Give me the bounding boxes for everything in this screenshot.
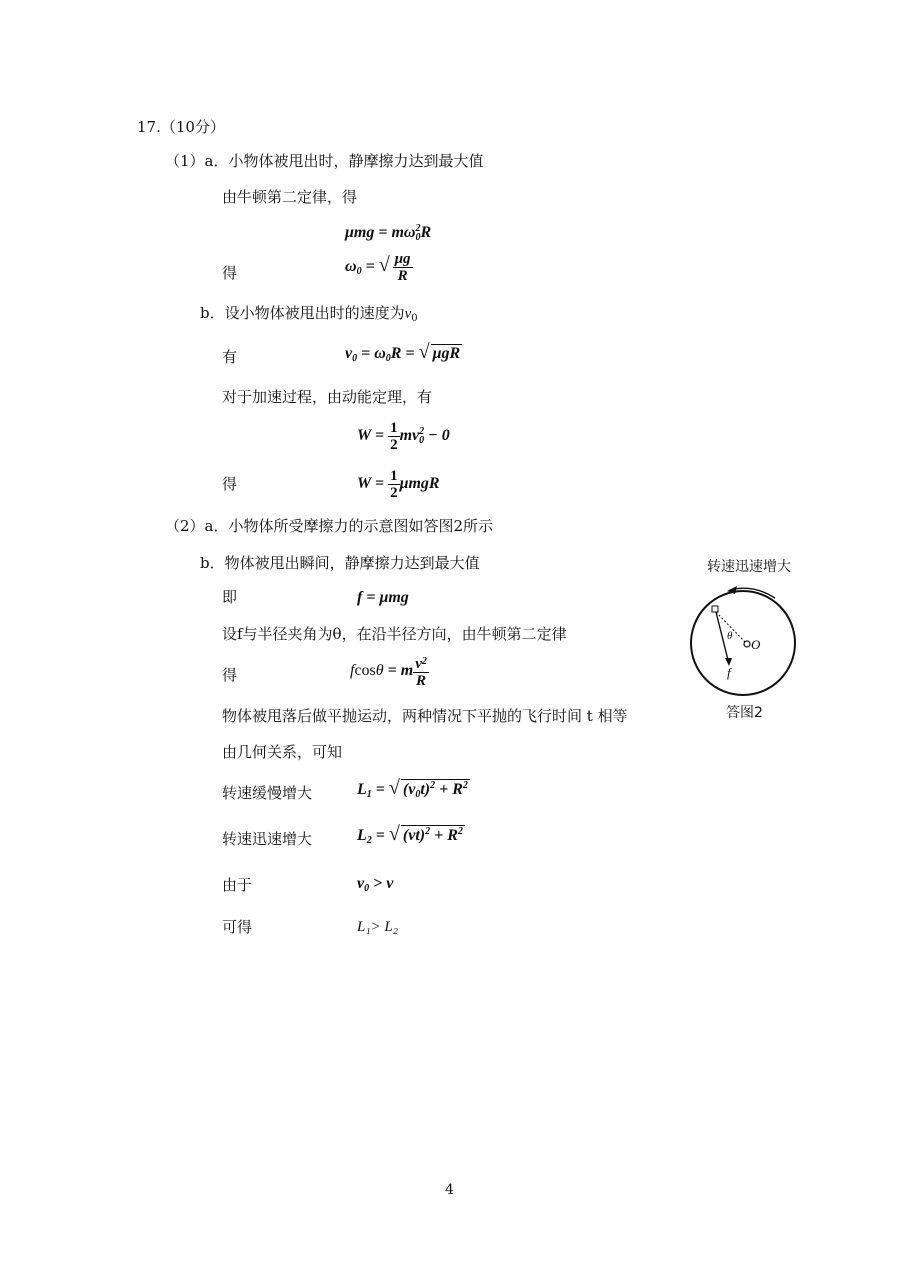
de-label-2: 得 [222, 475, 238, 493]
geometry-line: 由几何关系，可知 [222, 743, 343, 761]
de-label-3: 得 [222, 666, 238, 684]
part1-a-line: （1）a．小物体被甩出时，静摩擦力达到最大值 [165, 152, 484, 170]
figure-caption: 答图2 [726, 705, 763, 721]
center-label: O [751, 637, 761, 652]
conclusion: L₁> L₂ [357, 919, 398, 935]
eq-work-2: W = $\frac{1}{2}$ μmgR [357, 468, 440, 501]
small-block [712, 606, 718, 612]
you-label: 有 [222, 348, 238, 366]
newton-line: 由牛顿第二定律，得 [222, 188, 358, 206]
angle-line: 设f与半径夹角为θ，在沿半径方向，由牛顿第二定律 [222, 625, 567, 643]
eq-v0-gt-v: $v_0 > v$ [357, 875, 394, 894]
eq-L2: $L_2$ = √ $(vt)^2 + R^2$ [357, 823, 463, 846]
conclude-label: 可得 [222, 918, 253, 936]
energy-line: 对于加速过程，由动能定理，有 [222, 388, 433, 406]
center-point [744, 641, 750, 647]
eq-omega0: $\omega_0$ = √ $\frac{\mu g}{R}$ [345, 251, 411, 284]
eq-fcos: fcosθ = m $\frac{v^2}{R}$ [350, 656, 427, 689]
de-label-1: 得 [222, 264, 238, 282]
force-label: f [727, 665, 731, 680]
part1-b-line: b．设小物体被甩出时的速度为$v_0$ [200, 304, 418, 324]
figure-top-label: 转速迅速增大 [707, 559, 791, 575]
ji-label: 即 [222, 588, 238, 606]
eq-v0: $v_0 = \omega_0R$ = √ μgR [345, 341, 461, 364]
slow-label: 转速缓慢增大 [222, 784, 313, 802]
page-number: 4 [445, 1182, 454, 1198]
projectile-line: 物体被甩落后做平抛运动，两种情况下平抛的飞行时间 t 相等 [222, 707, 628, 725]
eq-work-1: W = $\frac{1}{2}$ $mv_0^2 - 0$ [357, 420, 450, 453]
theta-label: θ [727, 630, 733, 642]
part2-b-line: b．物体被甩出瞬间，静摩擦力达到最大值 [200, 554, 480, 572]
disc-circle [691, 591, 795, 695]
since-label: 由于 [222, 876, 253, 894]
part2-a-line: （2）a．小物体所受摩擦力的示意图如答图2所示 [165, 517, 494, 535]
eq-L1: $L_1$ = √ $(v_0t)^2 + R^2$ [357, 777, 468, 800]
eq-mumg-momega: $\mu mg = m\omega_0^2R$ [345, 223, 432, 243]
figure-diagram [685, 578, 805, 704]
eq-friction: f = μmg [357, 589, 409, 606]
fast-label: 转速迅速增大 [222, 830, 313, 848]
problem-heading: 17.（10分） [137, 118, 225, 136]
